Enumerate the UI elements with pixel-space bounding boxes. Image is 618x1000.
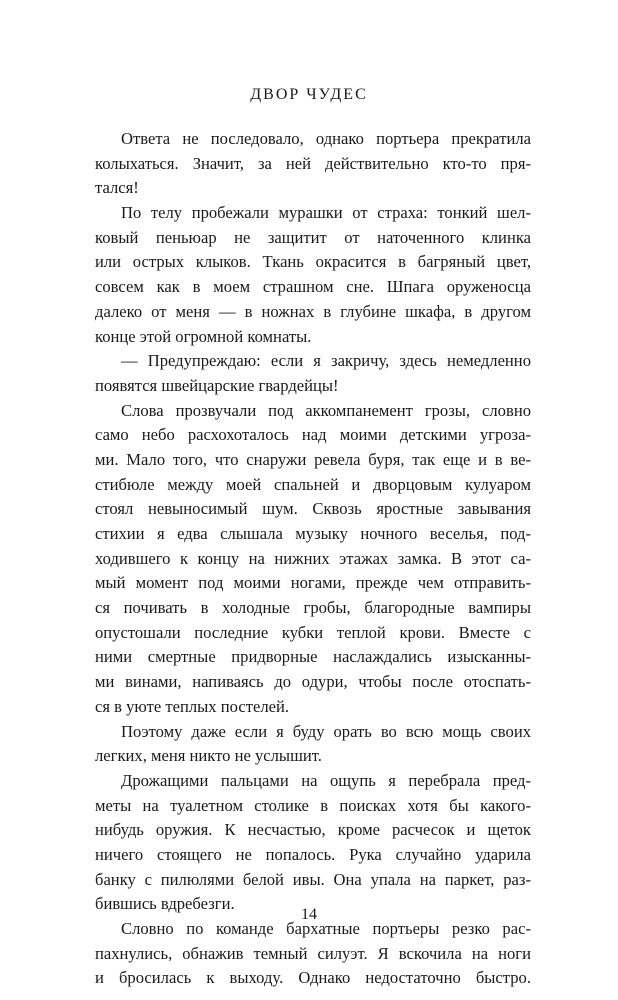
text-line: далеко от меня — в ножнах в глубине шкафа, в другом [95, 301, 531, 321]
text-line: бившись вдребезги. [95, 894, 235, 914]
text-line: конце этой огромной комнаты. [95, 326, 312, 346]
body-text [95, 127, 531, 991]
text-line: мый момент под моими ногами, прежде чем отправить- [95, 573, 531, 593]
text-line: стибюле между моей спальней и дворцовым кулуаром [95, 474, 531, 494]
text-line: нибудь оружия. К несчастью, кроме расчесок и щеток [95, 820, 531, 840]
text-line: совсем как в моем страшном сне. Шпага оруженосца [95, 277, 531, 297]
text-line: стихии я едва слышала музыку ночного веселья, под- [95, 524, 531, 543]
text-line: ся в уюте теплых постелей. [95, 696, 289, 716]
text-line: колыхаться. Значит, за ней действительно кто-то пря- [95, 153, 531, 173]
text-line: По телу пробежали мурашки от страха: тонкий шел- [121, 203, 531, 223]
text-line: легких, меня никто не услышит. [95, 746, 322, 766]
text-line: Поэтому даже если я буду орать во всю мощь своих [121, 721, 531, 741]
text-line: ничего стоящего не попалось. Рука случайно ударила [95, 844, 531, 864]
text-line: ходившего к концу на нижних этажах замка. В этот са- [95, 548, 531, 568]
text-line: ними смертные придворные наслаждались изысканны- [95, 647, 531, 667]
text-line: Словно по команде бархатные портьеры резко рас- [121, 919, 531, 938]
text-line: ми винами, напиваясь до одури, чтобы после отоспать- [95, 672, 531, 692]
text-line: ковый пеньюар не защитит от наточенного клинка [95, 227, 531, 247]
text-line: ми. Мало того, что снаружи ревела буря, так еще и в ве- [95, 449, 531, 469]
text-line: появятся швейцарские гвардейцы! [95, 375, 339, 395]
text-line: Дрожащими пальцами на ощупь я перебрала пред- [121, 770, 531, 790]
text-line: банку с пилюлями белой ивы. Она упала на паркет, раз- [95, 869, 531, 889]
text-line: само небо расхохоталось над моими детскими угроза- [95, 425, 531, 445]
page-number: 14 [301, 906, 317, 923]
text-line: ся почивать в холодные гробы, благородные вампиры [95, 598, 531, 618]
running-head: ДВОР ЧУДЕС [250, 86, 368, 103]
text-line: Слова прозвучали под аккомпанемент грозы, словно [121, 400, 531, 420]
text-line: — Предупреждаю: если я закричу, здесь немедленно [121, 351, 531, 371]
text-line: Ответа не последовало, однако портьера прекратила [121, 129, 531, 148]
text-line: или острых клыков. Ткань окрасится в багряный цвет, [95, 252, 531, 272]
text-line: меты на туалетном столике в поисках хотя бы какого- [95, 795, 531, 815]
text-line: опустошали последние кубки теплой крови. Вместе с [95, 622, 531, 642]
text-line: пахнулись, обнажив темный силуэт. Я вскочила на ноги [95, 943, 531, 963]
text-line: тался! [95, 178, 139, 198]
text-line: и бросилась к выходу. Однако недостаточно быстро. [95, 968, 531, 988]
text-line: стоял невыносимый шум. Сквозь яростные завывания [95, 499, 531, 519]
